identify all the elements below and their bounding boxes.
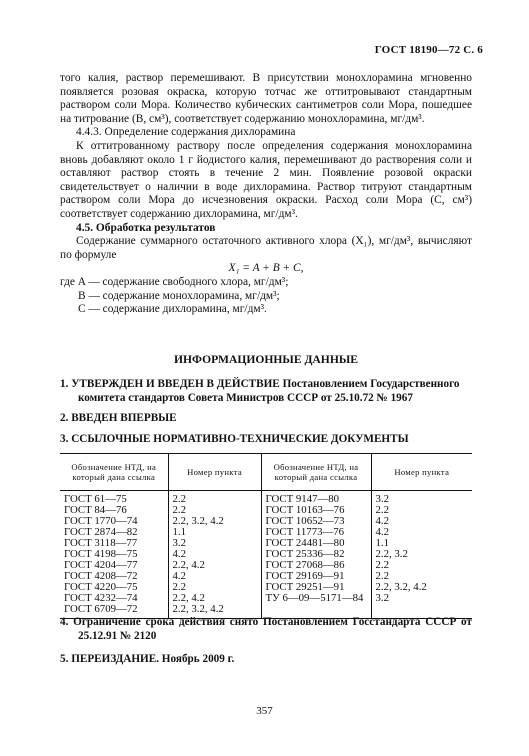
cell-ntd-right: ГОСТ 29169—91 xyxy=(261,571,371,582)
definition-b: B — содержание монохлорамина, мг/дм³; xyxy=(78,289,280,302)
cell-ntd-left: ГОСТ 61—75 xyxy=(60,491,168,506)
cell-ntd-left: ГОСТ 6709—72 xyxy=(60,604,168,619)
paragraph-dichloramine: К оттитрованному раствору после определения содержания монохлорамина вновь добавляют около 1 г йодистого калия, перемешивают до растворения соли и оставляют раствор стоять в течение 2 мин. Появление розовой окраски свидетельствует о наличии в воде дихлорамина. Раствор титруют стандартным раствором соли Мора до исчезновения окраски. Расход соли Мора (C, см³) соответствует содержанию дихлорамина, мг/дм³. xyxy=(60,139,472,220)
cell-clause-right: 2.2, 3.2 xyxy=(375,548,408,560)
cell-ntd-right: ГОСТ 10652—73 xyxy=(261,516,371,527)
cell-ntd-right: ГОСТ 27068—86 xyxy=(261,560,371,571)
references-table xyxy=(60,453,472,619)
page-number: 357 xyxy=(256,705,273,717)
table-body xyxy=(60,491,472,619)
cell-ntd-left: ГОСТ 1770—74 xyxy=(60,516,168,527)
cell-ntd-left: ГОСТ 4208—72 xyxy=(60,571,168,582)
cell-ntd-left: ГОСТ 4204—77 xyxy=(60,560,168,571)
cell-clause-left: 2.2, 3.2, 4.2 xyxy=(168,516,261,527)
cell-clause-left: 2.2, 4.2 xyxy=(168,593,261,604)
subsection-heading-443: 4.4.3. Определение содержания дихлорамина xyxy=(76,126,296,139)
cell-ntd-right: ГОСТ 11773—76 xyxy=(261,527,371,538)
body-text xyxy=(60,72,472,317)
cell-clause-right: 2.2 xyxy=(375,504,389,516)
cell-clause-left: 2.2, 3.2, 4.2 xyxy=(168,604,261,619)
cell-ntd-left: ГОСТ 84—76 xyxy=(60,505,168,516)
cell-ntd-left: ГОСТ 4220—75 xyxy=(60,582,168,593)
cell-clause-right: 4.2 xyxy=(375,515,389,527)
table-header-row xyxy=(60,454,472,491)
cell-clause-right: 3.2 xyxy=(375,592,389,604)
cell-clause-left: 2.2 xyxy=(168,491,261,506)
cell-ntd-left: ГОСТ 4198—75 xyxy=(60,549,168,560)
cell-ntd-left: ГОСТ 3118—77 xyxy=(60,538,168,549)
cell-clause-right: 2.2 xyxy=(375,559,389,571)
paragraph-monochloramine-titration: того калия, раствор перемешивают. В присутствии монохлорамина мгновенно появляется розовая окраска, которую тотчас же оттитровывают стандартным раствором соли Мора. Количество кубических сантиметров соли Мора, пошедшее на титрование (B, см³), соответствует содержанию монохлорамина, мг/дм³. xyxy=(60,72,472,125)
cell-ntd-right: ТУ 6—09—5171—84 xyxy=(261,593,371,604)
document-header: ГОСТ 18190—72 С. 6 xyxy=(374,44,483,56)
info-list-bottom xyxy=(60,616,472,677)
cell-clause-right: 2.2, 3.2, 4.2 xyxy=(375,581,427,593)
info-item-4: 4. Ограничение срока действия снято Постановлением Госстандарта СССР от 25.12.91 № 2120 xyxy=(60,616,472,642)
header-ntd-designation-left: Обозначение НТД, на который дана ссылка xyxy=(60,454,168,491)
cell-ntd-right: ГОСТ 9147—80 xyxy=(261,491,371,506)
header-ntd-designation-right: Обозначение НТД, на который дана ссылка xyxy=(261,454,371,491)
cell-clause-right: 2.2 xyxy=(375,570,389,582)
formula-definitions xyxy=(60,276,472,317)
cell-clause-left: 2.2 xyxy=(168,582,261,593)
header-clause-number-left: Номер пункта xyxy=(168,454,261,491)
info-list-top xyxy=(60,378,472,453)
cell-ntd-right: ГОСТ 10163—76 xyxy=(261,505,371,516)
section-heading-45: 4.5. Обработка результатов xyxy=(76,221,216,234)
cell-ntd-right: ГОСТ 29251—91 xyxy=(261,582,371,593)
cell-clause-left: 2.2 xyxy=(168,505,261,516)
cell-ntd-right: ГОСТ 25336—82 xyxy=(261,549,371,560)
cell-clause-left: 1.1 xyxy=(168,527,261,538)
cell-ntd-left: ГОСТ 4232—74 xyxy=(60,593,168,604)
table-row xyxy=(60,491,472,506)
definition-c: C — содержание дихлорамина, мг/дм³. xyxy=(78,303,267,316)
cell-clause-left: 2.2, 4.2 xyxy=(168,560,261,571)
paragraph-formula-intro: Содержание суммарного остаточного активного хлора (X₁), мг/дм³, вычисляют по формуле xyxy=(60,235,472,261)
header-clause-number-right: Номер пункта xyxy=(371,454,472,491)
cell-clause-left: 4.2 xyxy=(168,549,261,560)
info-item-5: 5. ПЕРЕИЗДАНИЕ. Ноябрь 2009 г. xyxy=(60,653,235,666)
info-section-title: ИНФОРМАЦИОННЫЕ ДАННЫЕ xyxy=(174,353,358,366)
info-item-2: 2. ВВЕДЕН ВПЕРВЫЕ xyxy=(60,412,177,425)
info-item-1: 1. УТВЕРЖДЕН И ВВЕДЕН В ДЕЙСТВИЕ Постановлением Государственного комитета стандартов Совета Министров СССР от 25.10.72 № 1967 xyxy=(60,378,460,404)
cell-clause-left: 3.2 xyxy=(168,538,261,549)
cell-clause-right: 1.1 xyxy=(375,537,389,549)
cell-clause-right: 3.2 xyxy=(375,493,389,505)
formula: X₁ = A + B + C, xyxy=(228,262,304,275)
cell-clause-right: 4.2 xyxy=(375,526,389,538)
definition-a: где A — содержание свободного хлора, мг/дм³; xyxy=(60,275,289,288)
cell-ntd-left: ГОСТ 2874—82 xyxy=(60,527,168,538)
info-item-3: 3. ССЫЛОЧНЫЕ НОРМАТИВНО-ТЕХНИЧЕСКИЕ ДОКУМЕНТЫ xyxy=(60,432,409,445)
cell-clause-left: 4.2 xyxy=(168,571,261,582)
cell-ntd-right: ГОСТ 24481—80 xyxy=(261,538,371,549)
